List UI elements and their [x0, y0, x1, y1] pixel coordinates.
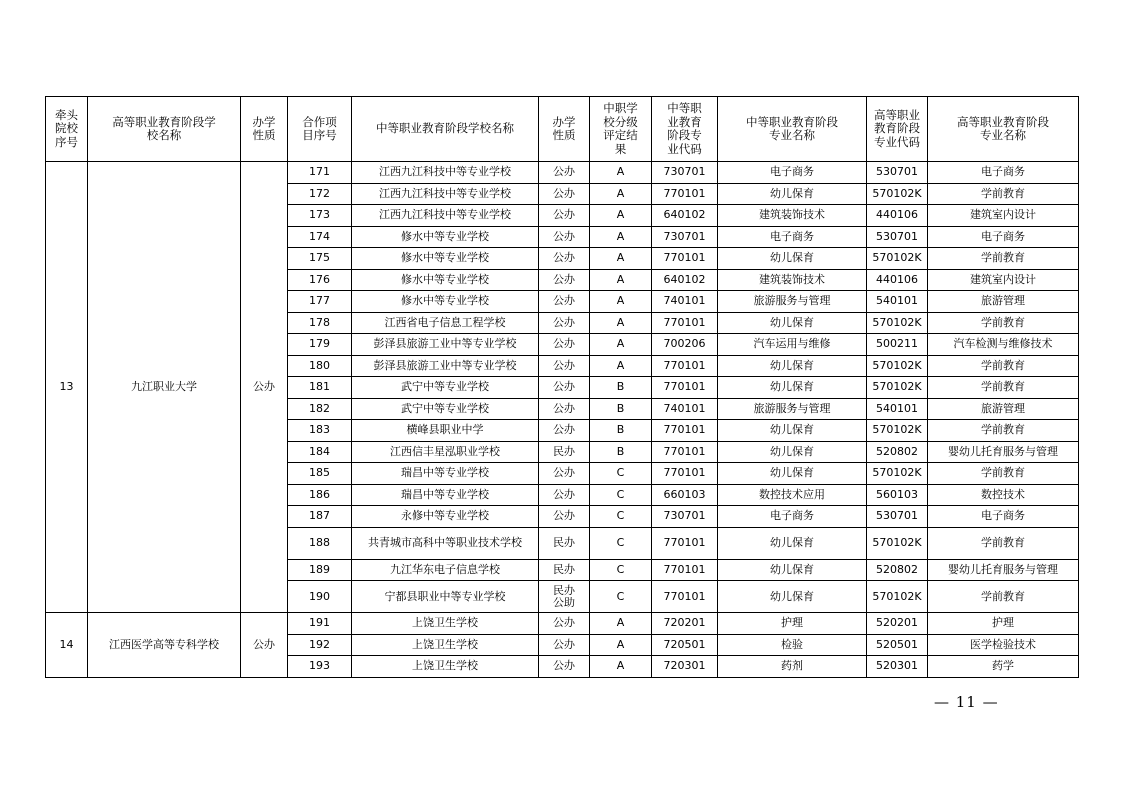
- grade-cell: C: [590, 506, 652, 528]
- high-major-cell: 医学检验技术: [928, 634, 1079, 656]
- high-major-cell: 电子商务: [928, 506, 1079, 528]
- header-row: [46, 97, 1079, 162]
- header-lead-no: 牵头院校序号: [46, 97, 88, 162]
- coop-no-cell: 189: [288, 559, 352, 581]
- mid-nature-cell: 公办: [539, 355, 590, 377]
- high-major-cell: 药学: [928, 656, 1079, 678]
- coop-no-cell: 188: [288, 527, 352, 559]
- coop-no-cell: 181: [288, 377, 352, 399]
- high-major-cell: 旅游管理: [928, 398, 1079, 420]
- mid-nature-cell: 公办: [539, 420, 590, 442]
- mid-school-cell: 江西九江科技中等专业学校: [352, 205, 539, 227]
- high-code-cell: 500211: [867, 334, 928, 356]
- high-code-cell: 540101: [867, 398, 928, 420]
- high-major-cell: 建筑室内设计: [928, 269, 1079, 291]
- mid-major-cell: 幼儿保育: [718, 183, 867, 205]
- page-number: — 11 —: [934, 693, 999, 711]
- mid-nature-cell: 公办: [539, 334, 590, 356]
- mid-nature-cell: 民办: [539, 559, 590, 581]
- table-body: [46, 162, 1079, 678]
- high-major-cell: 婴幼儿托育服务与管理: [928, 559, 1079, 581]
- mid-school-cell: 横峰县职业中学: [352, 420, 539, 442]
- table-row: [46, 162, 1079, 184]
- high-code-cell: 570102K: [867, 183, 928, 205]
- mid-code-cell: 770101: [652, 312, 718, 334]
- high-code-cell: 570102K: [867, 420, 928, 442]
- coop-no-cell: 177: [288, 291, 352, 313]
- mid-code-cell: 740101: [652, 398, 718, 420]
- coop-no-cell: 174: [288, 226, 352, 248]
- higher-nature-cell: 公办: [241, 613, 288, 678]
- mid-major-cell: 护理: [718, 613, 867, 635]
- mid-code-cell: 770101: [652, 183, 718, 205]
- header-mid-school: 中等职业教育阶段学校名称: [352, 97, 539, 162]
- high-code-cell: 570102K: [867, 377, 928, 399]
- high-code-cell: 530701: [867, 226, 928, 248]
- grade-cell: A: [590, 355, 652, 377]
- coop-no-cell: 176: [288, 269, 352, 291]
- mid-school-cell: 宁都县职业中等专业学校: [352, 581, 539, 613]
- mid-nature-cell: 公办: [539, 634, 590, 656]
- lead-no-cell: 13: [46, 162, 88, 613]
- mid-code-cell: 770101: [652, 581, 718, 613]
- mid-school-cell: 江西信丰星泓职业学校: [352, 441, 539, 463]
- header-coop-no: 合作项目序号: [288, 97, 352, 162]
- coop-no-cell: 173: [288, 205, 352, 227]
- high-major-cell: 学前教育: [928, 248, 1079, 270]
- coop-no-cell: 180: [288, 355, 352, 377]
- mid-code-cell: 640102: [652, 269, 718, 291]
- mid-code-cell: 660103: [652, 484, 718, 506]
- header-mid-code: 中等职业教育阶段专业代码: [652, 97, 718, 162]
- grade-cell: A: [590, 205, 652, 227]
- higher-nature-cell: 公办: [241, 162, 288, 613]
- mid-nature-cell: 公办: [539, 656, 590, 678]
- mid-nature-cell: 公办: [539, 398, 590, 420]
- mid-nature-cell: 公办: [539, 613, 590, 635]
- mid-school-cell: 九江华东电子信息学校: [352, 559, 539, 581]
- high-major-cell: 电子商务: [928, 162, 1079, 184]
- mid-code-cell: 720201: [652, 613, 718, 635]
- header-high-major: 高等职业教育阶段专业名称: [928, 97, 1079, 162]
- coop-no-cell: 185: [288, 463, 352, 485]
- mid-school-cell: 武宁中等专业学校: [352, 377, 539, 399]
- mid-nature-cell: 公办: [539, 162, 590, 184]
- mid-major-cell: 检验: [718, 634, 867, 656]
- high-major-cell: 汽车检测与维修技术: [928, 334, 1079, 356]
- high-major-cell: 学前教育: [928, 527, 1079, 559]
- grade-cell: C: [590, 527, 652, 559]
- high-code-cell: 520802: [867, 559, 928, 581]
- header-high-code: 高等职业教育阶段专业代码: [867, 97, 928, 162]
- mid-nature-cell: 公办: [539, 377, 590, 399]
- mid-school-cell: 修水中等专业学校: [352, 291, 539, 313]
- mid-school-cell: 修水中等专业学校: [352, 269, 539, 291]
- higher-school-cell: 九江职业大学: [88, 162, 241, 613]
- mid-major-cell: 幼儿保育: [718, 581, 867, 613]
- high-code-cell: 440106: [867, 205, 928, 227]
- high-code-cell: 540101: [867, 291, 928, 313]
- mid-nature-cell: 公办: [539, 484, 590, 506]
- cooperation-table: [45, 96, 1079, 678]
- grade-cell: A: [590, 291, 652, 313]
- coop-no-cell: 184: [288, 441, 352, 463]
- mid-nature-cell: 公办: [539, 183, 590, 205]
- mid-code-cell: 740101: [652, 291, 718, 313]
- coop-no-cell: 183: [288, 420, 352, 442]
- mid-major-cell: 幼儿保育: [718, 559, 867, 581]
- coop-no-cell: 182: [288, 398, 352, 420]
- coop-no-cell: 187: [288, 506, 352, 528]
- high-code-cell: 440106: [867, 269, 928, 291]
- high-major-cell: 护理: [928, 613, 1079, 635]
- mid-major-cell: 幼儿保育: [718, 420, 867, 442]
- mid-nature-cell: 民办公助: [539, 581, 590, 613]
- high-code-cell: 530701: [867, 162, 928, 184]
- mid-code-cell: 770101: [652, 441, 718, 463]
- mid-school-cell: 上饶卫生学校: [352, 613, 539, 635]
- high-major-cell: 学前教育: [928, 463, 1079, 485]
- grade-cell: A: [590, 183, 652, 205]
- high-major-cell: 学前教育: [928, 581, 1079, 613]
- grade-cell: C: [590, 559, 652, 581]
- high-code-cell: 570102K: [867, 248, 928, 270]
- mid-code-cell: 770101: [652, 527, 718, 559]
- mid-major-cell: 电子商务: [718, 506, 867, 528]
- high-major-cell: 学前教育: [928, 420, 1079, 442]
- mid-major-cell: 汽车运用与维修: [718, 334, 867, 356]
- mid-school-cell: 瑞昌中等专业学校: [352, 463, 539, 485]
- mid-major-cell: 幼儿保育: [718, 463, 867, 485]
- mid-school-cell: 修水中等专业学校: [352, 226, 539, 248]
- high-major-cell: 婴幼儿托育服务与管理: [928, 441, 1079, 463]
- grade-cell: B: [590, 441, 652, 463]
- coop-no-cell: 171: [288, 162, 352, 184]
- high-code-cell: 520301: [867, 656, 928, 678]
- grade-cell: A: [590, 656, 652, 678]
- high-code-cell: 570102K: [867, 581, 928, 613]
- high-major-cell: 建筑室内设计: [928, 205, 1079, 227]
- grade-cell: A: [590, 312, 652, 334]
- header-mid-nature: 办学性质: [539, 97, 590, 162]
- mid-major-cell: 幼儿保育: [718, 312, 867, 334]
- mid-nature-cell: 公办: [539, 205, 590, 227]
- mid-major-cell: 幼儿保育: [718, 441, 867, 463]
- grade-cell: B: [590, 377, 652, 399]
- mid-major-cell: 电子商务: [718, 226, 867, 248]
- grade-cell: C: [590, 463, 652, 485]
- coop-no-cell: 186: [288, 484, 352, 506]
- higher-school-cell: 江西医学高等专科学校: [88, 613, 241, 678]
- mid-school-cell: 江西九江科技中等专业学校: [352, 162, 539, 184]
- coop-no-cell: 178: [288, 312, 352, 334]
- high-code-cell: 570102K: [867, 527, 928, 559]
- mid-nature-cell: 公办: [539, 291, 590, 313]
- coop-no-cell: 190: [288, 581, 352, 613]
- mid-school-cell: 瑞昌中等专业学校: [352, 484, 539, 506]
- mid-major-cell: 幼儿保育: [718, 248, 867, 270]
- mid-school-cell: 江西省电子信息工程学校: [352, 312, 539, 334]
- mid-school-cell: 彭泽县旅游工业中等专业学校: [352, 355, 539, 377]
- mid-school-cell: 武宁中等专业学校: [352, 398, 539, 420]
- high-code-cell: 570102K: [867, 463, 928, 485]
- grade-cell: A: [590, 162, 652, 184]
- header-higher-nature: 办学性质: [241, 97, 288, 162]
- mid-code-cell: 770101: [652, 420, 718, 442]
- coop-no-cell: 179: [288, 334, 352, 356]
- mid-major-cell: 建筑装饰技术: [718, 205, 867, 227]
- coop-no-cell: 192: [288, 634, 352, 656]
- mid-school-cell: 修水中等专业学校: [352, 248, 539, 270]
- mid-school-cell: 江西九江科技中等专业学校: [352, 183, 539, 205]
- grade-cell: C: [590, 581, 652, 613]
- high-code-cell: 570102K: [867, 355, 928, 377]
- mid-major-cell: 旅游服务与管理: [718, 398, 867, 420]
- grade-cell: A: [590, 334, 652, 356]
- mid-nature-cell: 公办: [539, 463, 590, 485]
- mid-nature-cell: 公办: [539, 248, 590, 270]
- high-code-cell: 530701: [867, 506, 928, 528]
- header-mid-major: 中等职业教育阶段专业名称: [718, 97, 867, 162]
- mid-code-cell: 720501: [652, 634, 718, 656]
- high-major-cell: 学前教育: [928, 355, 1079, 377]
- mid-code-cell: 770101: [652, 377, 718, 399]
- mid-major-cell: 幼儿保育: [718, 377, 867, 399]
- grade-cell: A: [590, 226, 652, 248]
- mid-school-cell: 上饶卫生学校: [352, 634, 539, 656]
- high-code-cell: 570102K: [867, 312, 928, 334]
- high-major-cell: 学前教育: [928, 377, 1079, 399]
- high-major-cell: 学前教育: [928, 312, 1079, 334]
- mid-major-cell: 数控技术应用: [718, 484, 867, 506]
- mid-nature-cell: 公办: [539, 226, 590, 248]
- coop-no-cell: 193: [288, 656, 352, 678]
- mid-major-cell: 幼儿保育: [718, 527, 867, 559]
- mid-nature-cell: 民办: [539, 527, 590, 559]
- mid-code-cell: 720301: [652, 656, 718, 678]
- mid-nature-cell: 民办: [539, 441, 590, 463]
- high-major-cell: 电子商务: [928, 226, 1079, 248]
- high-code-cell: 520802: [867, 441, 928, 463]
- header-higher-school: 高等职业教育阶段学校名称: [88, 97, 241, 162]
- mid-major-cell: 电子商务: [718, 162, 867, 184]
- mid-nature-cell: 公办: [539, 506, 590, 528]
- mid-major-cell: 药剂: [718, 656, 867, 678]
- high-major-cell: 数控技术: [928, 484, 1079, 506]
- mid-school-cell: 彭泽县旅游工业中等专业学校: [352, 334, 539, 356]
- grade-cell: A: [590, 248, 652, 270]
- mid-code-cell: 640102: [652, 205, 718, 227]
- high-code-cell: 560103: [867, 484, 928, 506]
- mid-code-cell: 770101: [652, 559, 718, 581]
- high-major-cell: 旅游管理: [928, 291, 1079, 313]
- mid-school-cell: 共青城市高科中等职业技术学校: [352, 527, 539, 559]
- grade-cell: B: [590, 398, 652, 420]
- table-row: [46, 613, 1079, 635]
- mid-nature-cell: 公办: [539, 312, 590, 334]
- grade-cell: A: [590, 269, 652, 291]
- mid-code-cell: 770101: [652, 248, 718, 270]
- mid-school-cell: 永修中等专业学校: [352, 506, 539, 528]
- grade-cell: A: [590, 634, 652, 656]
- mid-code-cell: 730701: [652, 506, 718, 528]
- mid-code-cell: 730701: [652, 226, 718, 248]
- mid-code-cell: 700206: [652, 334, 718, 356]
- high-code-cell: 520201: [867, 613, 928, 635]
- lead-no-cell: 14: [46, 613, 88, 678]
- coop-no-cell: 172: [288, 183, 352, 205]
- mid-nature-cell: 公办: [539, 269, 590, 291]
- mid-code-cell: 730701: [652, 162, 718, 184]
- header-grade: 中职学校分级评定结果: [590, 97, 652, 162]
- mid-major-cell: 旅游服务与管理: [718, 291, 867, 313]
- mid-school-cell: 上饶卫生学校: [352, 656, 539, 678]
- high-code-cell: 520501: [867, 634, 928, 656]
- mid-code-cell: 770101: [652, 463, 718, 485]
- coop-no-cell: 175: [288, 248, 352, 270]
- coop-no-cell: 191: [288, 613, 352, 635]
- mid-major-cell: 幼儿保育: [718, 355, 867, 377]
- grade-cell: C: [590, 484, 652, 506]
- high-major-cell: 学前教育: [928, 183, 1079, 205]
- grade-cell: B: [590, 420, 652, 442]
- mid-major-cell: 建筑装饰技术: [718, 269, 867, 291]
- mid-code-cell: 770101: [652, 355, 718, 377]
- grade-cell: A: [590, 613, 652, 635]
